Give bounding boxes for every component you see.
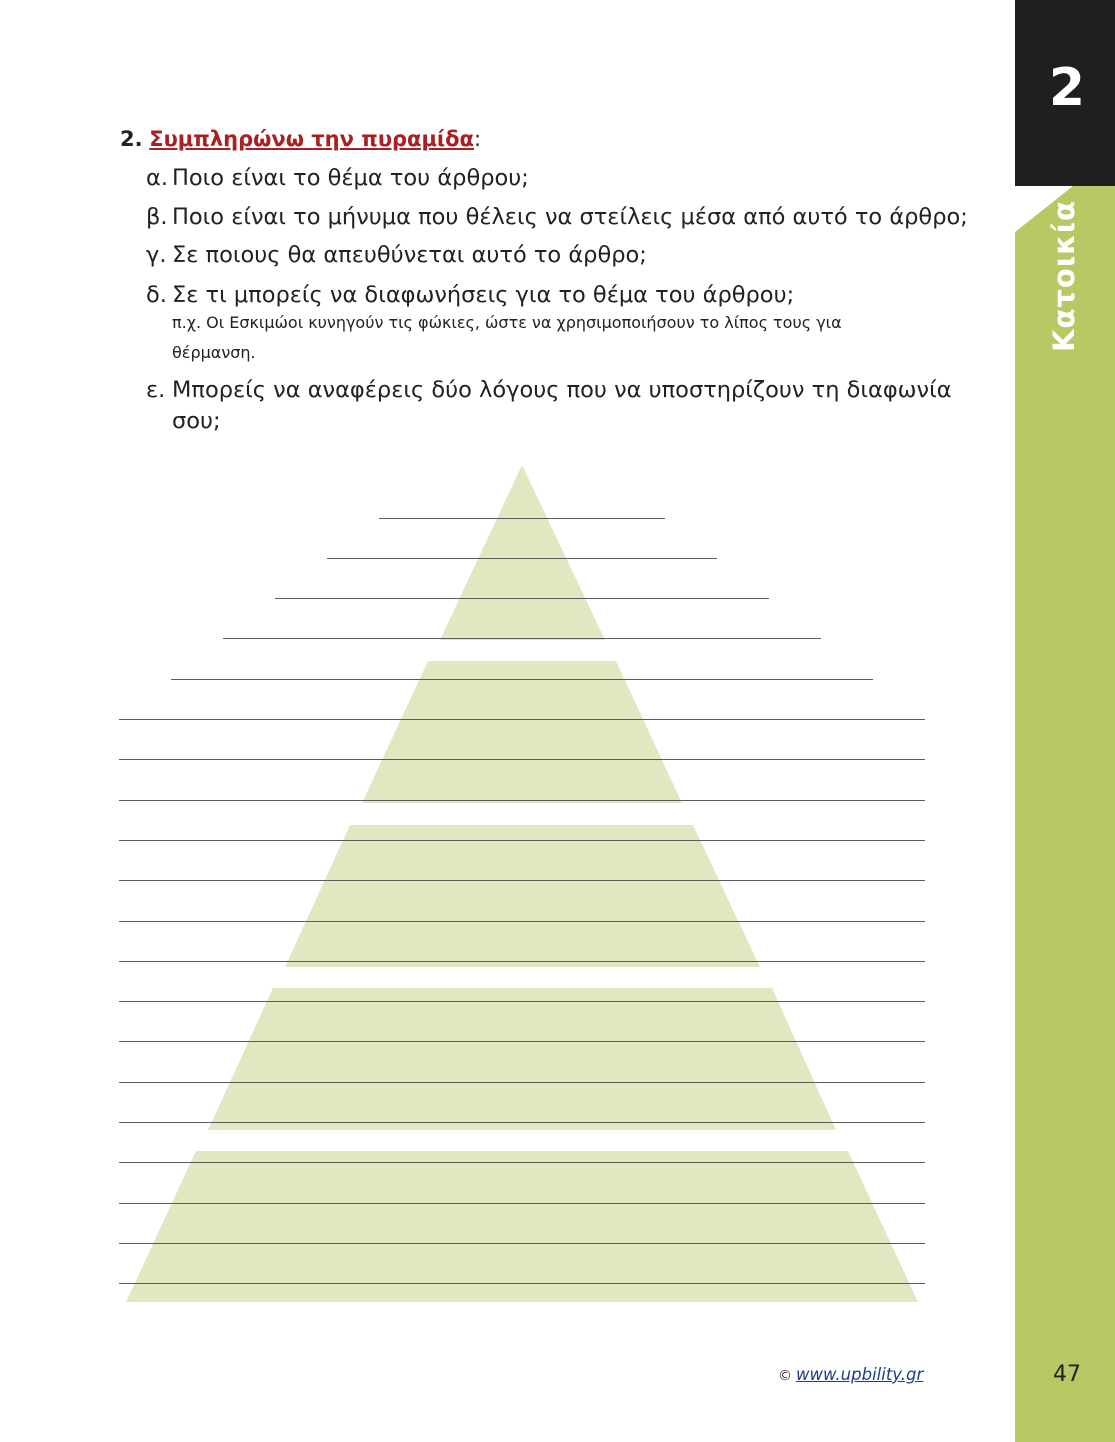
writing-line[interactable] [119,759,925,760]
writing-line[interactable] [119,1162,925,1163]
writing-line[interactable] [119,1283,925,1284]
copyright-symbol: © [778,1368,792,1384]
exercise-title-suffix: : [473,127,482,151]
writing-line[interactable] [379,518,665,519]
question-letter: β. [146,204,168,230]
pyramid-level-1 [440,465,605,640]
example-note-line-1: π.χ. Οι Εσκιμώοι κυνηγούν τις φώκιες, ώστε να χρησιμοποιήσουν το λίπος τους για [172,313,842,332]
exercise-title: Συμπληρώνω την πυραμίδα [149,127,474,151]
writing-line[interactable] [119,719,925,720]
question-text: Ποιο είναι το μήνυμα που θέλεις να στείλεις μέσα από αυτό το άρθρο; [172,204,968,230]
writing-line[interactable] [119,1122,925,1123]
writing-line[interactable] [119,1203,925,1204]
question-letter: δ. [146,282,167,308]
pyramid-level-4 [208,988,836,1130]
website-link[interactable]: www.upbility.gr [796,1365,924,1384]
question-letter: ε. [146,377,166,403]
writing-line[interactable] [119,1243,925,1244]
question-item-e-continuation: σου; [172,408,221,434]
writing-line[interactable] [119,961,925,962]
page-number: 47 [1053,1362,1081,1387]
writing-line[interactable] [119,800,925,801]
question-text: Ποιο είναι το θέμα του άρθρου; [172,165,529,191]
question-text: Σε τι μπορείς να διαφωνήσεις για το θέμα του άρθρου; [172,282,795,308]
pyramid-level-5 [126,1151,918,1302]
pyramid-level-3 [285,825,760,967]
question-text: Μπορείς να αναφέρεις δύο λόγους που να υποστηρίζουν τη διαφωνία [172,377,952,403]
writing-line[interactable] [119,1082,925,1083]
writing-line[interactable] [327,558,717,559]
question-letter: α. [146,165,168,191]
writing-line[interactable] [119,1041,925,1042]
chapter-number: 2 [1048,58,1086,118]
footer-copyright [778,1365,923,1384]
example-note-line-2: θέρμανση. [172,343,256,362]
writing-line[interactable] [119,921,925,922]
writing-line[interactable] [171,679,873,680]
question-text: Σε ποιους θα απευθύνεται αυτό το άρθρο; [172,242,647,268]
question-letter: γ. [146,242,167,268]
writing-line[interactable] [223,638,821,639]
writing-line[interactable] [119,840,925,841]
writing-line[interactable] [119,880,925,881]
exercise-number: 2. [120,127,143,151]
writing-line[interactable] [119,1001,925,1002]
pyramid-levels [126,465,918,1302]
chapter-title: Κατοικία [1047,200,1081,352]
pyramid-level-2 [362,661,682,803]
writing-line[interactable] [275,598,769,599]
